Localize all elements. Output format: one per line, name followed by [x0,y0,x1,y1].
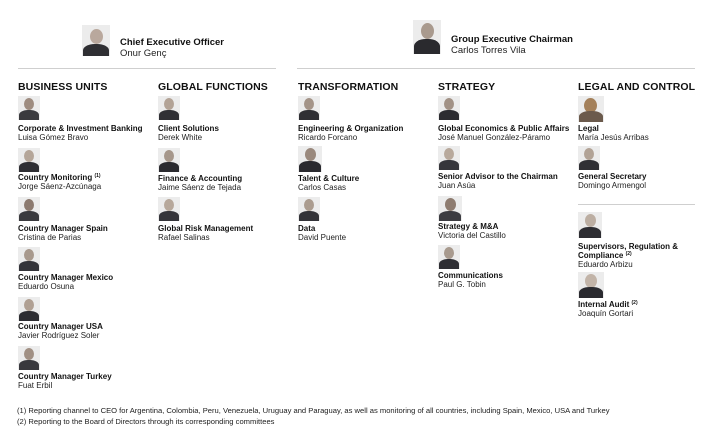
ceo-title: Chief Executive Officer [120,37,225,48]
portrait-photo-icon [18,148,40,172]
ceo-photo-icon [82,25,110,56]
role-title: Senior Advisor to the Chairman [438,172,558,181]
footnote-2: (2) Reporting to the Board of Directors through its corresponding committees [17,417,275,426]
ceo-block [120,37,224,59]
person-name: Derek White [158,133,203,142]
chairman-block [451,34,573,56]
role-title: Country Monitoring [18,173,93,182]
person-name: Domingo Armengol [578,181,647,190]
portrait-photo-icon [18,197,40,221]
person-entry [158,224,253,242]
person-name: Eduardo Osuna [18,282,75,291]
portrait-photo-icon [578,212,602,238]
portrait-photo-icon [158,96,180,120]
portrait-photo-icon [298,197,320,221]
role-title: Finance & Accounting [158,174,243,183]
heading-transformation: TRANSFORMATION [298,81,399,93]
person-name: Cristina de Parias [18,233,82,242]
person-entry [18,273,113,291]
person-entry [578,172,647,190]
role-title: Corporate & Investment Banking [18,124,143,133]
person-entry [18,173,101,191]
person-name: Fuat Erbil [18,381,53,390]
role-title: Communications [438,271,503,280]
person-name: Carlos Casas [298,183,347,192]
heading-strategy: STRATEGY [438,81,496,93]
person-entry [18,224,108,242]
portrait-photo-icon [18,96,40,120]
role-title: Legal [578,124,599,133]
role-title-continued: Compliance [578,251,624,260]
person-entry [578,124,649,142]
footnote-marker: (2) [625,251,632,257]
portrait-photo-icon [158,197,180,221]
portrait-photo-icon [298,96,320,120]
role-title: Country Manager USA [18,322,103,331]
person-entry [18,372,112,390]
person-entry [18,322,103,340]
heading-business-units: BUSINESS UNITS [18,81,108,93]
portrait-photo-icon [578,96,604,122]
role-title: Talent & Culture [298,174,360,183]
role-title: Internal Audit [578,300,630,309]
person-name: Paul G. Tobin [438,280,486,289]
role-title: Country Manager Mexico [18,273,114,282]
person-entry [578,300,638,318]
role-title: Data [298,224,316,233]
person-entry [438,271,503,289]
person-name: María Jesús Arribas [578,133,649,142]
footnote-marker: (2) [631,300,638,306]
divider-legal [578,204,695,205]
person-name: Victoria del Castillo [438,231,506,240]
footnote-1: (1) Reporting channel to CEO for Argentina, Colombia, Peru, Venezuela, Uruguay and Paraguay, as well as monitoring of all countries, including Spain, Mexico, USA and Turkey [17,406,610,415]
heading-global-functions: GLOBAL FUNCTIONS [158,81,268,93]
role-title: Client Solutions [158,124,219,133]
person-name: Juan Asúa [438,181,476,190]
portrait-photo-icon [298,146,322,172]
person-name: Joaquín Gortari [578,309,634,318]
ceo-name: Onur Genç [120,48,167,59]
portrait-photo-icon [438,96,460,120]
role-title: Country Manager Spain [18,224,108,233]
person-name: Jaime Sáenz de Tejada [158,183,242,192]
person-entry [18,124,142,142]
person-entry [578,242,678,269]
person-name: David Puente [298,233,347,242]
portrait-photo-icon [438,146,460,170]
portrait-photo-icon [438,196,462,221]
person-name: José Manuel González-Páramo [438,133,551,142]
person-name: Jorge Sáenz-Azcúnaga [18,182,102,191]
person-entry [298,224,346,242]
role-title: General Secretary [578,172,647,181]
person-name: Rafael Salinas [158,233,210,242]
footnote-marker: (1) [94,173,101,179]
role-title: Strategy & M&A [438,222,499,231]
person-entry [158,124,219,142]
person-entry [438,222,506,240]
person-entry [438,172,558,190]
role-title: Country Manager Turkey [18,372,112,381]
chairman-name: Carlos Torres Vila [451,45,526,56]
person-name: Javier Rodríguez Soler [18,331,100,340]
divider-ceo [18,68,276,69]
person-entry [158,174,242,192]
role-title: Global Economics & Public Affairs [438,124,570,133]
portrait-photo-icon [18,297,40,321]
person-entry [438,124,569,142]
role-title: Supervisors, Regulation & [578,242,679,251]
person-name: Luisa Gómez Bravo [18,133,89,142]
portrait-photo-icon [18,346,40,370]
heading-legal-control: LEGAL AND CONTROL [578,81,696,93]
portrait-photo-icon [158,148,180,172]
role-title: Global Risk Management [158,224,254,233]
person-name: Ricardo Forcano [298,133,358,142]
divider-chairman [297,68,695,69]
person-entry [298,174,359,192]
portrait-photo-icon [18,247,40,271]
chairman-photo-icon [413,20,441,54]
role-title: Engineering & Organization [298,124,404,133]
person-name: Eduardo Arbizu [578,260,633,269]
portrait-photo-icon [578,272,604,298]
portrait-photo-icon [438,245,460,269]
chairman-title: Group Executive Chairman [451,34,573,45]
portrait-photo-icon [578,146,600,170]
person-entry [298,124,403,142]
